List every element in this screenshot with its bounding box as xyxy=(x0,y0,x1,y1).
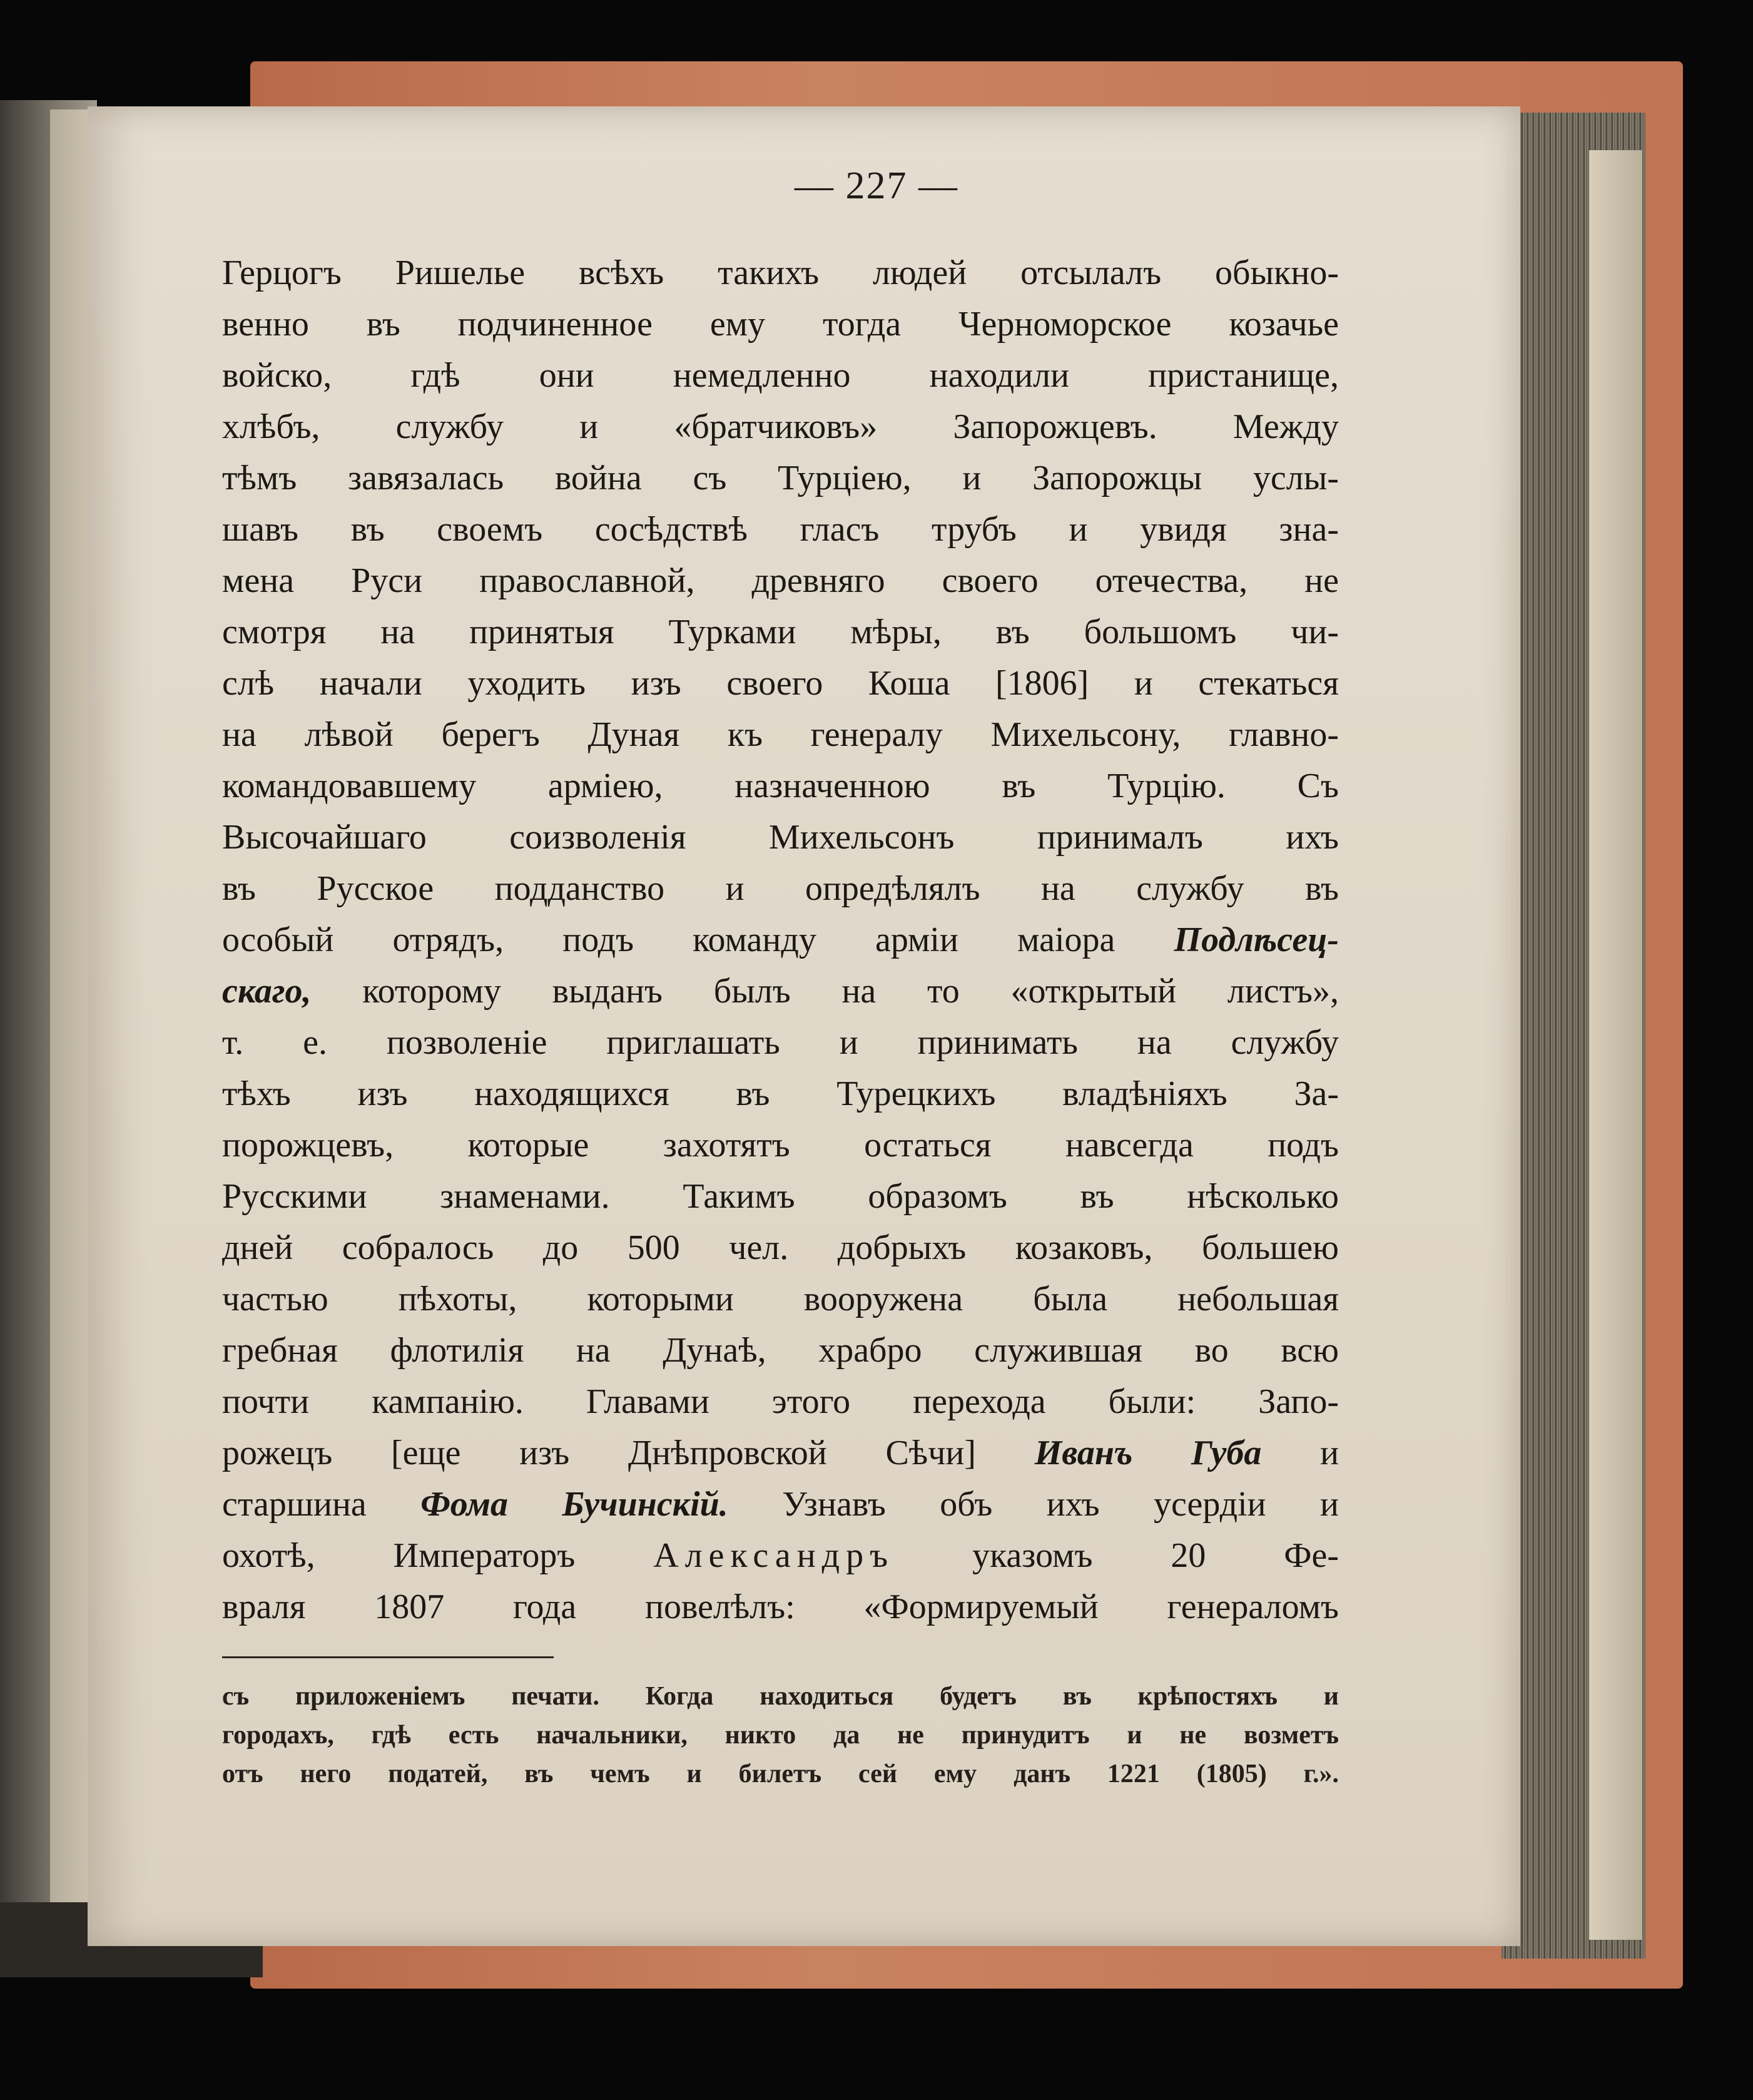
italic-name: Подлѣсец- xyxy=(1174,920,1339,959)
text-line: въ Русское подданство и опредѣлялъ на службу въ xyxy=(222,869,1339,908)
text-line xyxy=(222,1479,1339,1530)
page-number: — 227 — xyxy=(795,165,958,207)
text-segment: рожецъ [еще изъ Днѣпровской Сѣчи] xyxy=(222,1434,976,1472)
text-line: венно въ подчиненное ему тогда Черноморское козачье xyxy=(222,305,1339,344)
text-segment: и xyxy=(1320,1434,1339,1472)
italic-name: скаго, xyxy=(222,972,312,1011)
text-line: шавъ въ своемъ сосѣдствѣ гласъ трубъ и увидя зна- xyxy=(222,510,1339,549)
footnote xyxy=(222,1677,1339,1793)
text-line: Герцогъ Ришелье всѣхъ такихъ людей отсылалъ обыкно- xyxy=(222,253,1339,292)
text-line: войско, гдѣ они немедленно находили пристанище, xyxy=(222,356,1339,395)
text-line: Высочайшаго соизволенія Михельсонъ принималъ ихъ xyxy=(222,818,1339,857)
text-line: тѣхъ изъ находящихся въ Турецкихъ владѣніяхъ За- xyxy=(222,1074,1339,1113)
footnote-line: городахъ, гдѣ есть начальники, никто да не принудитъ и не возметъ xyxy=(222,1721,1339,1750)
text-line: смотря на принятыя Турками мѣры, въ большомъ чи- xyxy=(222,613,1339,651)
italic-name: Фома Бучинскій. xyxy=(420,1485,728,1524)
text-line xyxy=(222,914,1339,966)
text-line: т. е. позволеніе приглашать и принимать на службу xyxy=(222,1023,1339,1062)
text-line: на лѣвой берегъ Дуная къ генералу Михельсону, главно- xyxy=(222,715,1339,754)
text-line: слѣ начали уходить изъ своего Коша [1806] и стекаться xyxy=(222,664,1339,703)
text-line: частью пѣхоты, которыми вооружена была небольшая xyxy=(222,1280,1339,1318)
text-line: хлѣбъ, службу и «братчиковъ» Запорожцевъ. Между xyxy=(222,407,1339,446)
italic-name: Иванъ Губа xyxy=(1034,1434,1262,1472)
text-line xyxy=(222,1427,1339,1479)
text-line: дней собралось до 500 чел. добрыхъ козаковъ, большею xyxy=(222,1228,1339,1267)
text-segment: которому выданъ былъ на то «открытый листъ», xyxy=(362,972,1339,1011)
text-segment: охотѣ, Императоръ xyxy=(222,1536,576,1575)
text-line xyxy=(222,966,1339,1017)
text-line: мена Руси православной, древняго своего отечества, не xyxy=(222,561,1339,600)
footnote-line: отъ него податей, въ чемъ и билетъ сей ему данъ 1221 (1805) г.». xyxy=(222,1760,1339,1788)
text-line: тѣмъ завязалась война съ Турціею, и Запорожцы услы- xyxy=(222,459,1339,497)
footnote-rule xyxy=(222,1656,554,1658)
spaced-name: Александръ xyxy=(653,1536,895,1575)
text-line: почти кампанію. Главами этого перехода были: Запо- xyxy=(222,1382,1339,1421)
text-segment: Узнавъ объ ихъ усердіи и xyxy=(782,1485,1339,1524)
text-segment: старшина xyxy=(222,1485,367,1524)
text-line: гребная флотилія на Дунаѣ, храбро служившая во всю xyxy=(222,1331,1339,1370)
footnote-line: съ приложеніемъ печати. Когда находиться будетъ въ крѣпостяхъ и xyxy=(222,1682,1339,1711)
page-stack-highlight xyxy=(1589,150,1642,1940)
text-segment: особый отрядъ, подъ команду арміи маіора xyxy=(222,920,1115,959)
text-line xyxy=(222,1530,1339,1581)
main-text xyxy=(222,247,1339,1633)
text-line: Русскими знаменами. Такимъ образомъ въ нѣсколько xyxy=(222,1177,1339,1216)
text-segment: указомъ 20 Фе- xyxy=(972,1536,1339,1575)
text-line: враля 1807 года повелѣлъ: «Формируемый генераломъ xyxy=(222,1588,1339,1626)
text-line: порожцевъ, которые захотятъ остаться навсегда подъ xyxy=(222,1126,1339,1165)
text-line: командовавшему арміею, назначенною въ Турцію. Съ xyxy=(222,767,1339,805)
